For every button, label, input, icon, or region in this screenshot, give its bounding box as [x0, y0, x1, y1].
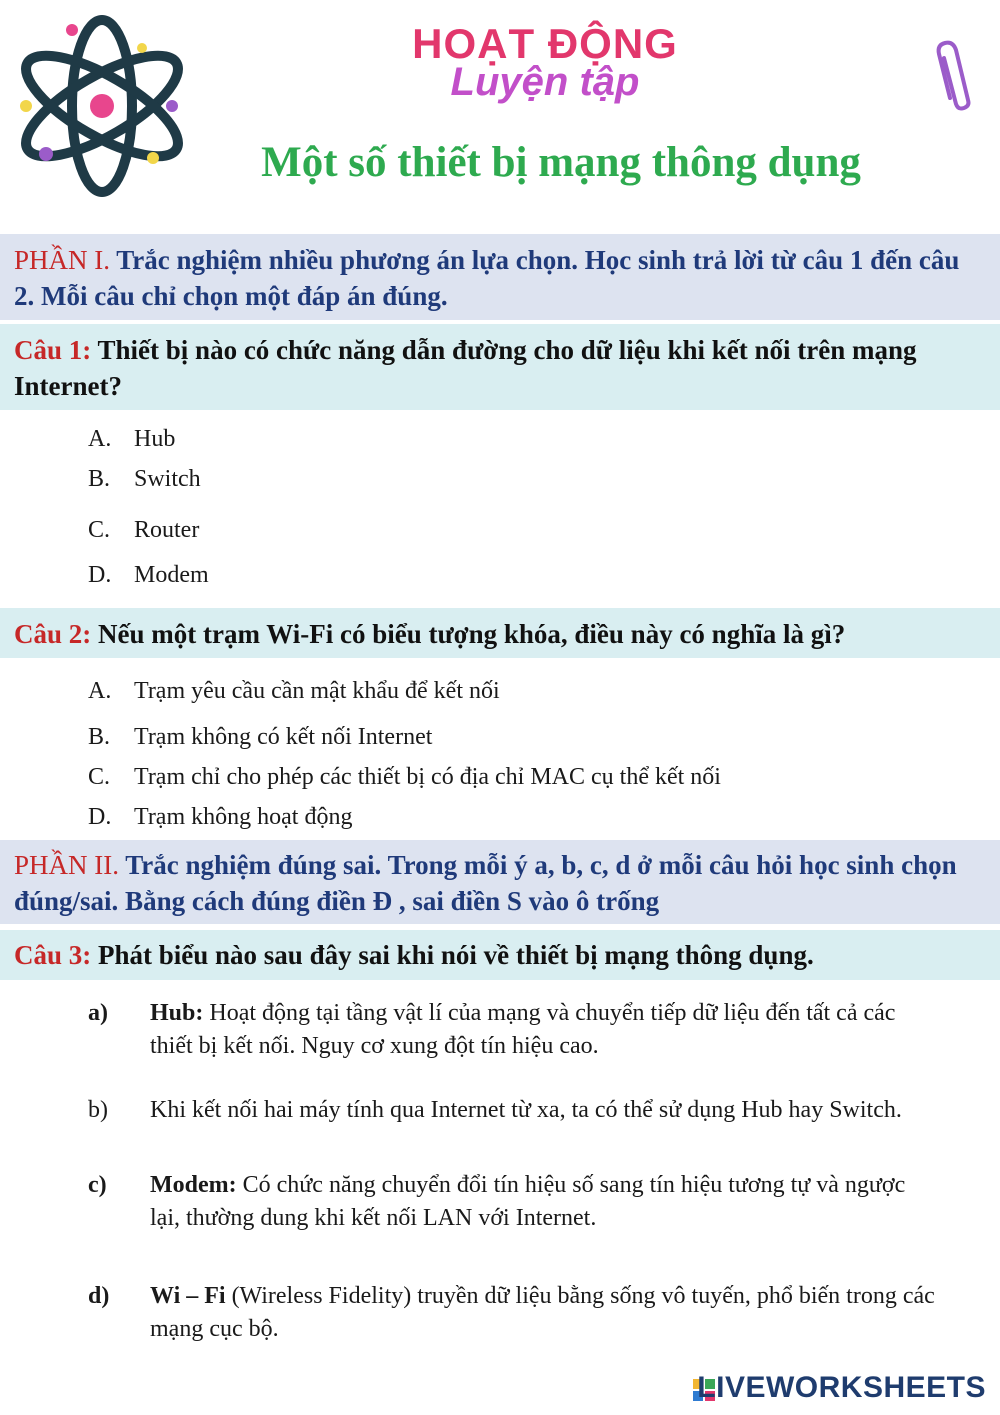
term-hub: Hub: — [150, 1000, 204, 1026]
term-modem: Modem: — [150, 1172, 237, 1198]
q2-text: Nếu một trạm Wi-Fi có biểu tượng khóa, điều này có nghĩa là gì? — [98, 619, 846, 649]
page-title: Một số thiết bị mạng thông dụng — [261, 139, 861, 186]
q1-question — [14, 332, 960, 404]
q2-option-b[interactable]: B. Trạm không có kết nối Internet — [88, 724, 433, 750]
q2-option-d[interactable]: D. Trạm không hoạt động — [88, 804, 353, 830]
q1-text: Thiết bị nào có chức năng dẫn đường cho dữ liệu khi kết nối trên mạng Internet? — [14, 335, 917, 401]
part1-text: Trắc nghiệm nhiều phương án lựa chọn. Học sinh trả lời từ câu 1 đến câu 2. Mỗi câu chỉ chọn một đáp án đúng. — [14, 245, 960, 311]
part1-instruction — [14, 242, 982, 314]
part2-text: Trắc nghiệm đúng sai. Trong mỗi ý a, b, c, d ở mỗi câu hỏi học sinh chọn đúng/sai. Bằng cách đúng điền Đ , sai điền S vào ô trống — [14, 850, 957, 916]
q3-label: Câu 3: — [14, 940, 92, 970]
q2-question — [14, 616, 960, 652]
part2-label: PHẦN II. — [14, 850, 119, 880]
q2-option-a[interactable]: A. Trạm yêu cầu cần mật khẩu để kết nối — [88, 678, 500, 704]
q1-label: Câu 1: — [14, 335, 92, 365]
q1-option-c[interactable]: C. Router — [88, 517, 200, 543]
q1-option-b[interactable]: B. Switch — [88, 466, 201, 492]
atom-icon — [10, 8, 195, 203]
q3-text: Phát biểu nào sau đây sai khi nói về thiết bị mạng thông dụng. — [98, 940, 814, 970]
part2-instruction — [14, 847, 982, 919]
q1-option-d[interactable]: D. Modem — [88, 562, 209, 588]
brand-name: LIVEWORKSHEETS — [697, 1371, 986, 1404]
q2-option-c[interactable]: C. Trạm chỉ cho phép các thiết bị có địa chỉ MAC cụ thể kết nối — [88, 764, 721, 790]
q3-question — [14, 937, 960, 973]
activity-heading: HOẠT ĐỘNG — [412, 20, 678, 67]
part1-label: PHẦN I. — [14, 245, 111, 275]
q1-option-a[interactable]: A. Hub — [88, 426, 176, 452]
term-wifi: Wi – Fi — [150, 1283, 226, 1309]
activity-subheading: Luyện tập — [450, 60, 640, 104]
paperclip-icon — [930, 38, 975, 113]
q2-label: Câu 2: — [14, 619, 92, 649]
